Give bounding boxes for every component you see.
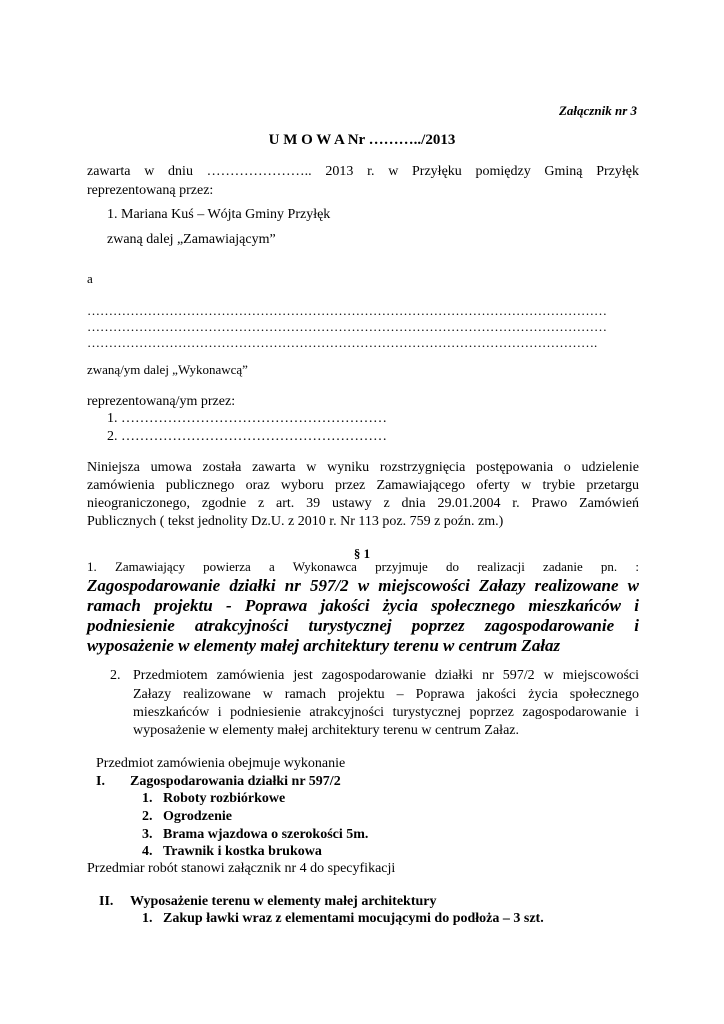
section1-paragraph-2-line-1: Przedmiotem zamówienia jest zagospodarowanie działki nr 597/2 w miejscowości xyxy=(133,668,639,683)
scope-part-2-item-1-number: 1. xyxy=(142,911,153,926)
section1-paragraph-2-line-4: wyposażenie w elementy małej architektury terenu w centrum Załaz. xyxy=(133,723,519,738)
section1-paragraph-1-intro: 1. Zamawiający powierza a Wykonawca przyjmuje do realizacji zadanie pn. : xyxy=(87,559,639,574)
section1-paragraph-2-number: 2. xyxy=(110,668,121,683)
scope-part-2-title: Wyposażenie terenu w elementy małej architektury xyxy=(130,894,437,909)
blank-line-2: ………………………………………………………………………………………………………… xyxy=(87,319,607,334)
scope-part-1-item-3: Brama wjazdowa o szerokości 5m. xyxy=(163,827,369,842)
scope-part-1-item-1: Roboty rozbiórkowe xyxy=(163,791,286,806)
scope-part-1-number: I. xyxy=(96,774,105,789)
task-title-line-3: podniesienie atrakcyjności turystycznej poprzez zagospodarowanie i xyxy=(87,616,639,635)
contract-title: U M O W A Nr ………../2013 xyxy=(268,132,456,148)
scope-part-1-item-2: Ogrodzenie xyxy=(163,809,232,824)
intro-line-2: reprezentowaną przez: xyxy=(87,183,214,198)
scope-part-1-item-4: Trawnik i kostka brukowa xyxy=(163,844,322,859)
ordering-party-name: zwaną dalej „Zamawiającym” xyxy=(107,232,276,247)
task-title-line-2: ramach projektu - Poprawa jakości życia społecznego mieszkańców i xyxy=(87,596,639,615)
blank-line-1: ………………………………………………………………………………………………………… xyxy=(87,303,607,318)
section-heading: § 1 xyxy=(353,546,371,561)
section1-paragraph-2-line-3: mieszkańców i podniesienie atrakcyjności turystycznej poprzez zagospodarowanie i xyxy=(133,705,639,720)
contractor-rep-item-2: 2. ………………………………………………… xyxy=(107,429,387,444)
section1-paragraph-2-line-2: Załazy realizowane w ramach projektu – Poprawa jakości życia społecznego xyxy=(133,687,639,702)
task-title-line-4: wyposażenie w elementy małej architektury terenu w centrum Załaz xyxy=(87,636,561,655)
preamble-line-1: Niniejsza umowa została zawarta w wyniku rozstrzygnięcia postępowania o udzielenie xyxy=(87,460,639,475)
blank-line-3: ………………………………………………………………………………………………………. xyxy=(87,335,598,350)
representative-item: 1. Mariana Kuś – Wójta Gminy Przyłęk xyxy=(107,207,331,222)
scope-intro: Przedmiot zamówienia obejmuje wykonanie xyxy=(96,756,346,771)
scope-part-1-item-4-number: 4. xyxy=(142,844,153,859)
contractor-rep-label: reprezentowaną/ym przez: xyxy=(87,394,236,409)
attachment-label: Załącznik nr 3 xyxy=(558,103,637,118)
scope-part-1-item-2-number: 2. xyxy=(142,809,153,824)
contractor-name-label: zwaną/ym dalej „Wykonawcą” xyxy=(87,362,248,377)
scope-part-1-item-3-number: 3. xyxy=(142,827,153,842)
scope-part-2-number: II. xyxy=(99,894,114,909)
scope-part-1-title: Zagospodarowania działki nr 597/2 xyxy=(130,774,341,789)
scope-part-2-item-1: Zakup ławki wraz z elementami mocującymi do podłoża – 3 szt. xyxy=(163,911,544,926)
conjunction-a: a xyxy=(87,271,93,286)
scope-part-1-item-1-number: 1. xyxy=(142,791,153,806)
preamble-line-3: nieograniczonego, zgodnie z art. 39 ustawy z dnia 29.01.2004 r. Prawo Zamówień xyxy=(87,496,639,511)
preamble-line-4: Publicznych ( tekst jednolity Dz.U. z 2010 r. Nr 113 poz. 759 z poźn. zm.) xyxy=(87,514,504,529)
bill-of-quantities-note: Przedmiar robót stanowi załącznik nr 4 do specyfikacji xyxy=(87,861,396,876)
intro-line-1: zawarta w dniu ………………….. 2013 r. w Przyłęku pomiędzy Gminą Przyłęk xyxy=(87,164,639,179)
task-title-line-1: Zagospodarowanie działki nr 597/2 w miejscowości Załazy realizowane w xyxy=(87,576,639,595)
contractor-rep-item-1: 1. ………………………………………………… xyxy=(107,411,387,426)
preamble-line-2: zamówienia publicznego oraz wyboru przez Zamawiającego oferty w trybie przetargu xyxy=(87,478,639,493)
